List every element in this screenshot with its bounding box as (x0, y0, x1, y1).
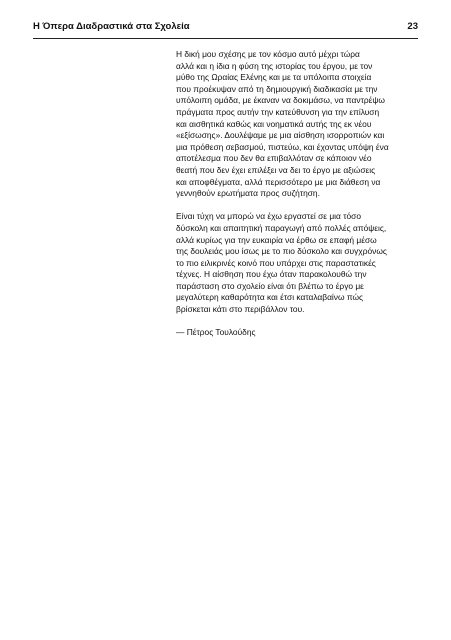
text-line: μύθο της Ωραίας Ελένης και με τα υπόλοιπα στοιχεία (176, 72, 372, 83)
header-divider (33, 38, 418, 39)
text-line: δύσκολη και απαιτητική παραγωγή από πολλές απόψεις, (176, 222, 387, 233)
text-line: Η δική μου σχέσης με τον κόσμο αυτό μέχρι τώρα (176, 49, 360, 59)
text-line: γεννηθούν ερωτήματα προς συζήτηση. (176, 188, 320, 199)
text-line: αποτέλεσμα που δεν θα επιβαλλόταν σε κάποιον νέο (176, 153, 372, 164)
text-line: που προέκυψαν από τη δημιουργική διαδικασία με την (176, 83, 378, 94)
text-line: υπόλοιπη ομάδα, με έκαναν να δοκιμάσω, να παντρέψω (176, 95, 385, 106)
text-line: της δουλειάς μου ίσως με το πιο δύσκολο και συγχρόνως (176, 246, 387, 257)
text-line: και αισθητικά καθώς και νοηματικά αυτής της εκ νέου (176, 118, 372, 129)
text-line: αλλά κυρίως για την ευκαιρία να έρθω σε επαφή μέσω (176, 234, 377, 245)
paragraph-2 (176, 211, 414, 315)
text-line: θεατή που δεν έχει επιλέξει να δει το έργο με αξιώσεις (176, 164, 376, 175)
text-line: Είναι τύχη να μπορώ να έχω εργαστεί σε μια τόσο (176, 211, 361, 222)
text-line: «εξίσωσης». Δουλέψαμε με μια αίσθηση ισορροπιών και (176, 130, 385, 141)
author-signature: — Πέτρος Τουλούδης (176, 327, 256, 338)
text-line: μια πρόθεση σεβασμού, πιστεύω, και έχοντας υπόψη ένα (176, 141, 389, 152)
running-header (33, 20, 418, 34)
text-line: βρίσκεται κάτι στο περιβάλλον του. (176, 304, 305, 315)
text-line: τέχνες. Η αίσθηση που έχω όταν παρακολουθώ την (176, 269, 367, 280)
text-line: αλλά και η ίδια η φύση της ιστορίας του έργου, με τον (176, 60, 373, 71)
text-line: παράσταση στο σχολείο είναι ότι βλέπω το έργο με (176, 280, 364, 291)
paragraph-1 (176, 49, 414, 200)
running-header-title: Η Όπερα Διαδραστικά στα Σχολεία (33, 21, 190, 32)
text-line: και αποφθέγματα, αλλά περισσότερο με μια διάθεση να (176, 176, 381, 187)
page-number: 23 (407, 21, 418, 32)
text-line: μεγαλύτερη καθαρότητα και έτσι καταλαβαίνω πώς (176, 292, 364, 303)
text-line: το πιο ειλικρινές κοινό που υπάρχει στις παραστατικές (176, 257, 376, 268)
body-text (176, 49, 414, 339)
text-line: πράγματα προς αυτήν την κατεύθυνση για την επίλυση (176, 106, 380, 117)
